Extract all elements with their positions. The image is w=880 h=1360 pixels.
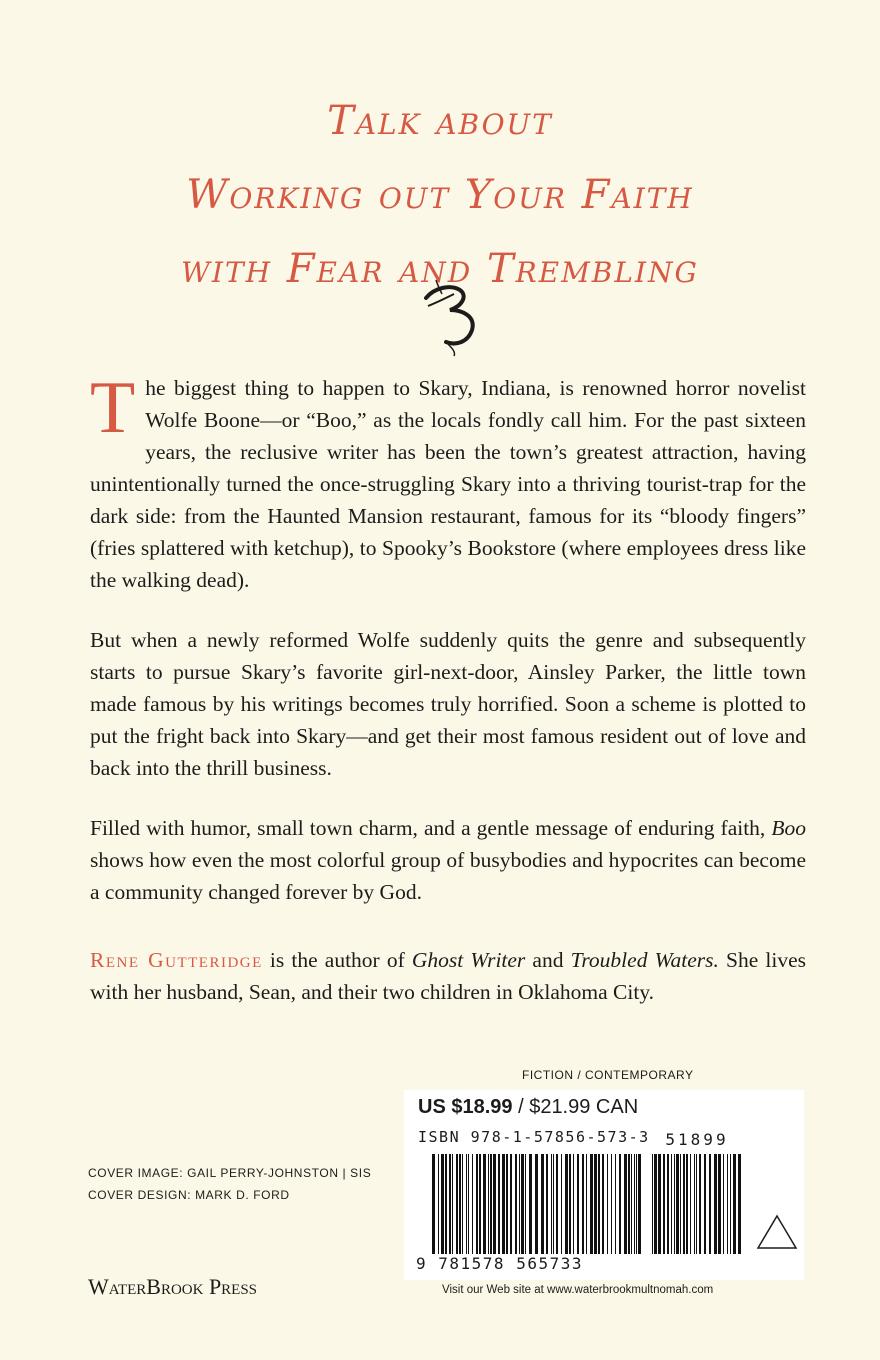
headline	[0, 84, 880, 306]
synopsis	[90, 367, 806, 1036]
author-name: Rene Gutteridge	[90, 948, 263, 972]
cover-credits	[88, 1162, 371, 1206]
ean-barcode	[432, 1154, 642, 1254]
triangle-icon	[756, 1214, 798, 1250]
author-bio-text-a: is the author of	[269, 948, 405, 972]
synopsis-paragraph-3-text-b: shows how even the most colorful group of busybodies and hypocrites can become a community changed forever by God.	[90, 848, 806, 904]
ean-digits: 9 781578 565733	[416, 1254, 583, 1273]
addon-barcode	[652, 1154, 742, 1254]
author-bio-text-b: She lives with her husband, Sean, and their two children in Oklahoma City.	[90, 948, 806, 1004]
website-text: Visit our Web site at www.waterbrookmultnomah.com	[442, 1284, 714, 1296]
author-bio-and: and	[532, 948, 564, 972]
drop-cap: T	[90, 367, 136, 449]
author-bio	[90, 944, 806, 1008]
cover-design-credit: COVER DESIGN: MARK D. FORD	[88, 1188, 290, 1202]
us-price: US $18.99	[418, 1096, 513, 1118]
headline-line-3: with Fear and Trembling	[181, 246, 699, 292]
genre-label: FICTION / CONTEMPORARY	[522, 1068, 694, 1082]
publisher-name: WaterBrook Press	[88, 1274, 258, 1299]
synopsis-paragraph-2: But when a newly reformed Wolfe suddenly quits the genre and subsequently starts to pursue Skary’s favorite girl-next-door, Ainsley Parker, the little town made famous by his writings becomes truly horrified. Soon a scheme is plotted to put the fright back into Skary—and get their most famous resident out of love and back into the thrill business.	[90, 628, 806, 780]
synopsis-paragraph-3	[90, 812, 806, 908]
cover-image-credit: COVER IMAGE: GAIL PERRY-JOHNSTON | SIS	[88, 1166, 372, 1180]
synopsis-paragraph-1-text: he biggest thing to happen to Skary, Indiana, is renowned horror novelist Wolfe Boone—or “Boo,” as the locals fondly call him. For the past sixteen years, the reclusive writer has been the town’s greatest attraction, having unintentionally turned the once-struggling Skary into a thriving tourist-trap for the dark side: from the Haunted Mansion restaurant, famous for its “bloody fingers” (fries splattered with ketchup), to Spooky’s Bookstore (where employees dress like the walking dead).	[90, 376, 806, 592]
calligraphic-flourish-icon	[416, 276, 494, 358]
book-title: Boo	[771, 816, 806, 840]
barcode-panel	[404, 1090, 804, 1280]
book-title-1: Ghost Writer	[411, 948, 526, 972]
synopsis-paragraph-1	[90, 367, 806, 596]
headline-line-2: Working out Your Faith	[186, 172, 694, 218]
headline-line-1: Talk about	[327, 98, 553, 144]
price-label	[418, 1096, 638, 1119]
synopsis-paragraph-3-text-a: Filled with humor, small town charm, and a gentle message of enduring faith,	[90, 816, 766, 840]
book-title-2: Troubled Waters.	[570, 948, 719, 972]
isbn-number: ISBN 978-1-57856-573-3	[418, 1128, 650, 1146]
can-price: / $21.99 CAN	[518, 1096, 639, 1118]
addon-digits: 51899	[665, 1130, 729, 1149]
